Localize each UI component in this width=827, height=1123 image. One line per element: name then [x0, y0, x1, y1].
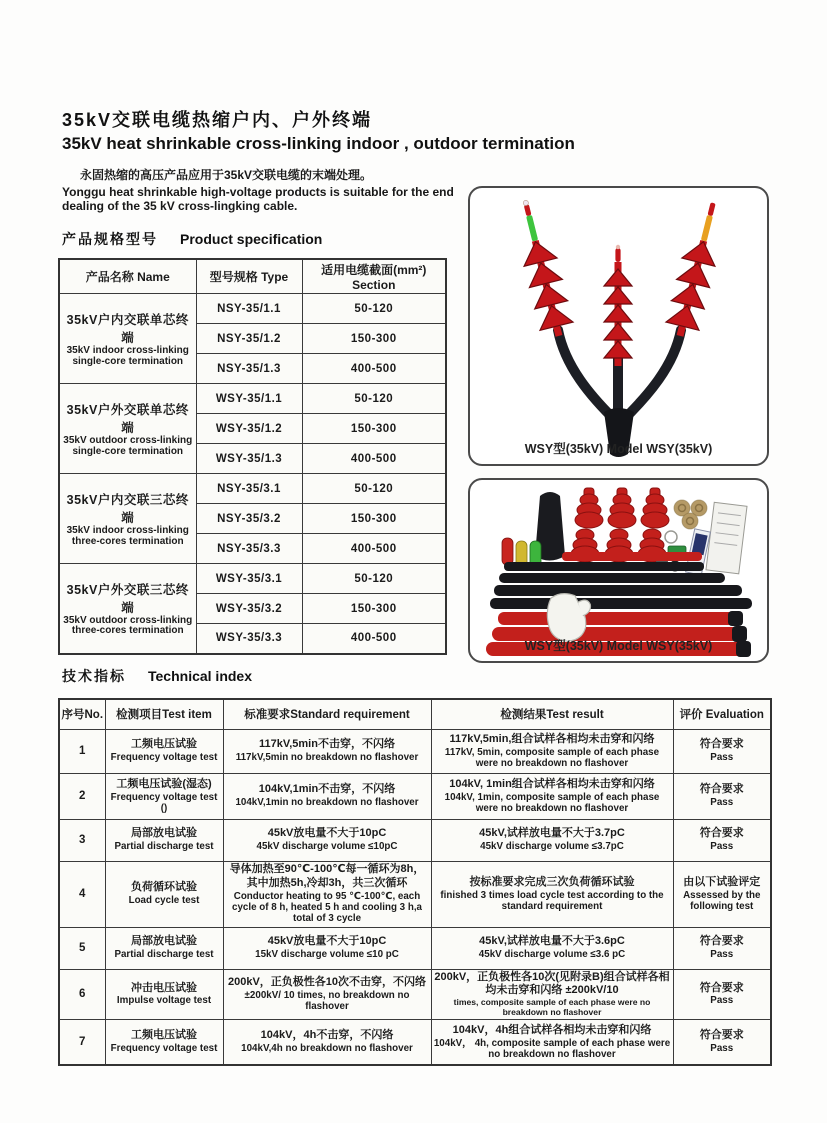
type-cell: NSY-35/3.2 [196, 504, 302, 534]
type-cell: WSY-35/3.1 [196, 564, 302, 594]
product-group-name: 35kV户内交联三芯终端 35kV indoor cross-linking three-cores termination [59, 474, 196, 564]
product-group-name: 35kV户外交联三芯终端 35kV outdoor cross-linking three-cores termination [59, 564, 196, 654]
spec-col-type: 型号规格 Type [196, 259, 302, 294]
kit-drawing [470, 480, 767, 661]
result-cell: 117kV,5min,组合试样各相均未击穿和闪络 117kV, 5min, composite sample of each phase were no breakdown no flashover [431, 729, 673, 773]
item-cell: 冲击电压试验 Impulse voltage test [105, 969, 223, 1019]
no-cell: 4 [59, 861, 105, 927]
section-cell: 400-500 [302, 624, 446, 654]
no-cell: 3 [59, 819, 105, 861]
figure-caption: WSY型(35kV) Model WSY(35kV) [524, 442, 713, 456]
result-cell: 104kV，4h组合试样各相均未击穿和闪络 104kV， 4h, composite sample of each phase were no breakdown no flashover [431, 1019, 673, 1065]
termination-drawing [470, 188, 767, 464]
item-cell: 局部放电试验 Partial discharge test [105, 927, 223, 969]
no-cell: 1 [59, 729, 105, 773]
spec-header-row [59, 259, 446, 294]
type-cell: WSY-35/1.1 [196, 384, 302, 414]
spec-col-section: 适用电缆截面(mm²) Section [302, 259, 446, 294]
page-title-en: 35kV heat shrinkable cross-linking indoor , outdoor termination [62, 134, 575, 153]
table-row [59, 861, 771, 927]
standard-cell: 104kV,1min不击穿，不闪络 104kV,1min no breakdown no flashover [223, 773, 431, 819]
standard-cell: 45kV放电量不大于10pC 15kV discharge volume ≤10 pC [223, 927, 431, 969]
table-row [59, 564, 446, 594]
tech-col-standard: 标准要求Standard requirement [223, 699, 431, 729]
standard-cell: 导体加热至90℃-100℃每一循环为8h，其中加热5h,冷却3h，共三次循环 Conductor heating to 95 ℃-100℃, each cycle of 8 h, heated 5 h and cooling 3 h,a total of 3 cycle [223, 861, 431, 927]
table-row [59, 969, 771, 1019]
intro-en: Yonggu heat shrinkable high-voltage products is suitable for the end dealing of the 35 kV cross-lingking cable. [62, 184, 454, 214]
product-group-name: 35kV户外交联单芯终端 35kV outdoor cross-linking single-core termination [59, 384, 196, 474]
evaluation-cell: 符合要求 Pass [673, 969, 771, 1019]
section-cell: 50-120 [302, 294, 446, 324]
standard-cell: 45kV放电量不大于10pC 45kV discharge volume ≤10pC [223, 819, 431, 861]
spec-section-heading [62, 229, 322, 249]
type-cell: NSY-35/3.1 [196, 474, 302, 504]
section-cell: 400-500 [302, 444, 446, 474]
result-cell: 200kV，正负极性各10次(见附录B)组合试样各相均未击穿和闪络 ±200kV/10 times, composite sample of each phase were no breakdown no flashover [431, 969, 673, 1019]
product-group-name: 35kV户内交联单芯终端 35kV indoor cross-linking single-core termination [59, 294, 196, 384]
type-cell: NSY-35/1.1 [196, 294, 302, 324]
item-cell: 工频电压试验(湿态) Frequency voltage test () [105, 773, 223, 819]
spec-col-name: 产品名称 Name [59, 259, 196, 294]
table-row [59, 729, 771, 773]
type-cell: WSY-35/1.3 [196, 444, 302, 474]
termination-photo [468, 186, 769, 466]
tech-col-evaluation: 评价 Evaluation [673, 699, 771, 729]
standard-cell: 117kV,5min不击穿，不闪络 117kV,5min no breakdown no flashover [223, 729, 431, 773]
intro-paragraph [62, 168, 462, 214]
table-row [59, 384, 446, 414]
technical-index-table [58, 698, 772, 1066]
section-cell: 150-300 [302, 594, 446, 624]
item-cell: 负荷循环试验 Load cycle test [105, 861, 223, 927]
table-row [59, 474, 446, 504]
section-cell: 400-500 [302, 534, 446, 564]
no-cell: 6 [59, 969, 105, 1019]
standard-cell: 200kV，正负极性各10次不击穿，不闪络 ±200kV/ 10 times, no breakdown no flashover [223, 969, 431, 1019]
type-cell: NSY-35/1.2 [196, 324, 302, 354]
section-cell: 400-500 [302, 354, 446, 384]
figure-caption: WSY型(35kV) Model WSY(35kV) [524, 639, 713, 653]
section-cell: 150-300 [302, 414, 446, 444]
tech-heading-zh: 技术指标 [62, 668, 126, 684]
table-row [59, 773, 771, 819]
result-cell: 45kV,试样放电量不大于3.6pC 45kV discharge volume ≤3.6 pC [431, 927, 673, 969]
table-row [59, 294, 446, 324]
evaluation-cell: 符合要求 Pass [673, 819, 771, 861]
tech-col-result: 检测结果Test result [431, 699, 673, 729]
page-title-zh: 35kV交联电缆热缩户内、户外终端 [62, 110, 373, 130]
evaluation-cell: 符合要求 Pass [673, 729, 771, 773]
standard-cell: 104kV，4h不击穿，不闪络 104kV,4h no breakdown no flashover [223, 1019, 431, 1065]
type-cell: WSY-35/3.2 [196, 594, 302, 624]
section-cell: 150-300 [302, 504, 446, 534]
item-cell: 工频电压试验 Frequency voltage test [105, 1019, 223, 1065]
evaluation-cell: 由以下试验评定 Assessed by the following test [673, 861, 771, 927]
evaluation-cell: 符合要求 Pass [673, 927, 771, 969]
result-cell: 按标准要求完成三次负荷循环试验 finished 3 times load cycle test according to the standard requirement [431, 861, 673, 927]
evaluation-cell: 符合要求 Pass [673, 1019, 771, 1065]
spec-heading-en: Product specification [180, 231, 323, 247]
termination-kit-photo [468, 478, 769, 663]
section-cell: 150-300 [302, 324, 446, 354]
tech-heading-en: Technical index [148, 668, 252, 684]
product-spec-table [58, 258, 447, 655]
table-row [59, 819, 771, 861]
item-cell: 工频电压试验 Frequency voltage test [105, 729, 223, 773]
spec-heading-zh: 产品规格型号 [62, 231, 158, 247]
evaluation-cell: 符合要求 Pass [673, 773, 771, 819]
type-cell: WSY-35/1.2 [196, 414, 302, 444]
tech-section-heading [62, 666, 252, 686]
section-cell: 50-120 [302, 564, 446, 594]
tech-col-no: 序号No. [59, 699, 105, 729]
section-cell: 50-120 [302, 384, 446, 414]
table-row [59, 927, 771, 969]
type-cell: NSY-35/1.3 [196, 354, 302, 384]
no-cell: 7 [59, 1019, 105, 1065]
item-cell: 局部放电试验 Partial discharge test [105, 819, 223, 861]
result-cell: 45kV,试样放电量不大于3.7pC 45kV discharge volume ≤3.7pC [431, 819, 673, 861]
tech-header-row [59, 699, 771, 729]
type-cell: NSY-35/3.3 [196, 534, 302, 564]
tech-col-item: 检测项目Test item [105, 699, 223, 729]
no-cell: 5 [59, 927, 105, 969]
intro-zh: 永固热缩的高压产品应用于35kV交联电缆的末端处理。 [80, 168, 373, 182]
result-cell: 104kV, 1min组合试样各相均未击穿和闪络 104kV, 1min, composite sample of each phase were no breakdown no flashover [431, 773, 673, 819]
section-cell: 50-120 [302, 474, 446, 504]
table-row [59, 1019, 771, 1065]
type-cell: WSY-35/3.3 [196, 624, 302, 654]
no-cell: 2 [59, 773, 105, 819]
